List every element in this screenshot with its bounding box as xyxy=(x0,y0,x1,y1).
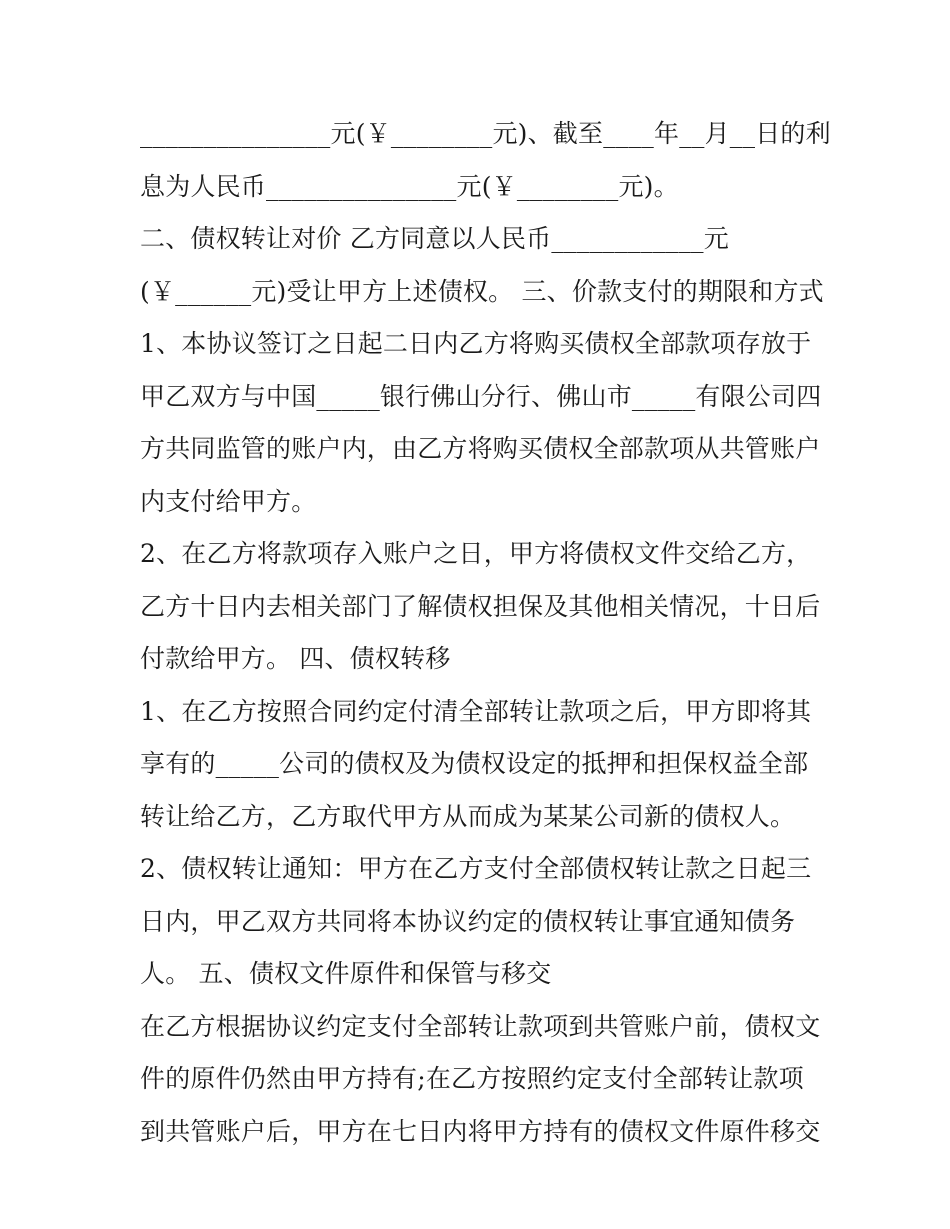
document-body xyxy=(140,108,831,1158)
text-line: 日内，甲乙双方共同将本协议约定的债权转让事宜通知债务 xyxy=(140,906,796,936)
text-line: 享有的_____公司的债权及为债权设定的抵押和担保权益全部 xyxy=(140,749,809,778)
text-line: 在乙方根据协议约定支付全部转让款项到共管账户前，债权文 xyxy=(140,1011,821,1041)
text-line: 甲乙双方与中国_____银行佛山分行、佛山市_____有限公司四 xyxy=(140,381,822,411)
text-line: 付款给甲方。 四、债权转移 xyxy=(140,644,451,673)
text-line: 转让给乙方，乙方取代甲方从而成为某某公司新的债权人。 xyxy=(140,801,796,831)
text-line: 1、在乙方按照合同约定付清全部转让款项之后，甲方即将其 xyxy=(140,696,812,726)
text-line: 二、债权转让对价 乙方同意以人民币____________元 xyxy=(140,224,729,253)
text-line: 内支付给甲方。 xyxy=(140,486,317,516)
text-line: 件的原件仍然由甲方持有;在乙方按照约定支付全部转让款项 xyxy=(140,1064,804,1093)
text-line: 1、本协议签订之日起二日内乙方将购买债权全部款项存放于 xyxy=(140,329,812,358)
text-line: 人。 五、债权文件原件和保管与移交 xyxy=(140,959,552,988)
text-line: _______________元(￥________元)、截至____年__月__日的利 xyxy=(140,119,831,148)
text-line: 2、债权转让通知：甲方在乙方支付全部债权转让款之日起三 xyxy=(140,854,812,883)
text-line: 方共同监管的账户内，由乙方将购买债权全部款项从共管账户 xyxy=(140,434,821,463)
text-line: (￥______元)受让甲方上述债权。 三、价款支付的期限和方式 xyxy=(140,276,824,306)
text-line: 到共管账户后，甲方在七日内将甲方持有的债权文件原件移交 xyxy=(140,1116,821,1146)
text-line: 乙方十日内去相关部门了解债权担保及其他相关情况，十日后 xyxy=(140,591,821,621)
text-line: 2、在乙方将款项存入账户之日，甲方将债权文件交给乙方， xyxy=(140,539,812,568)
text-line: 息为人民币_______________元(￥________元)。 xyxy=(140,171,679,201)
